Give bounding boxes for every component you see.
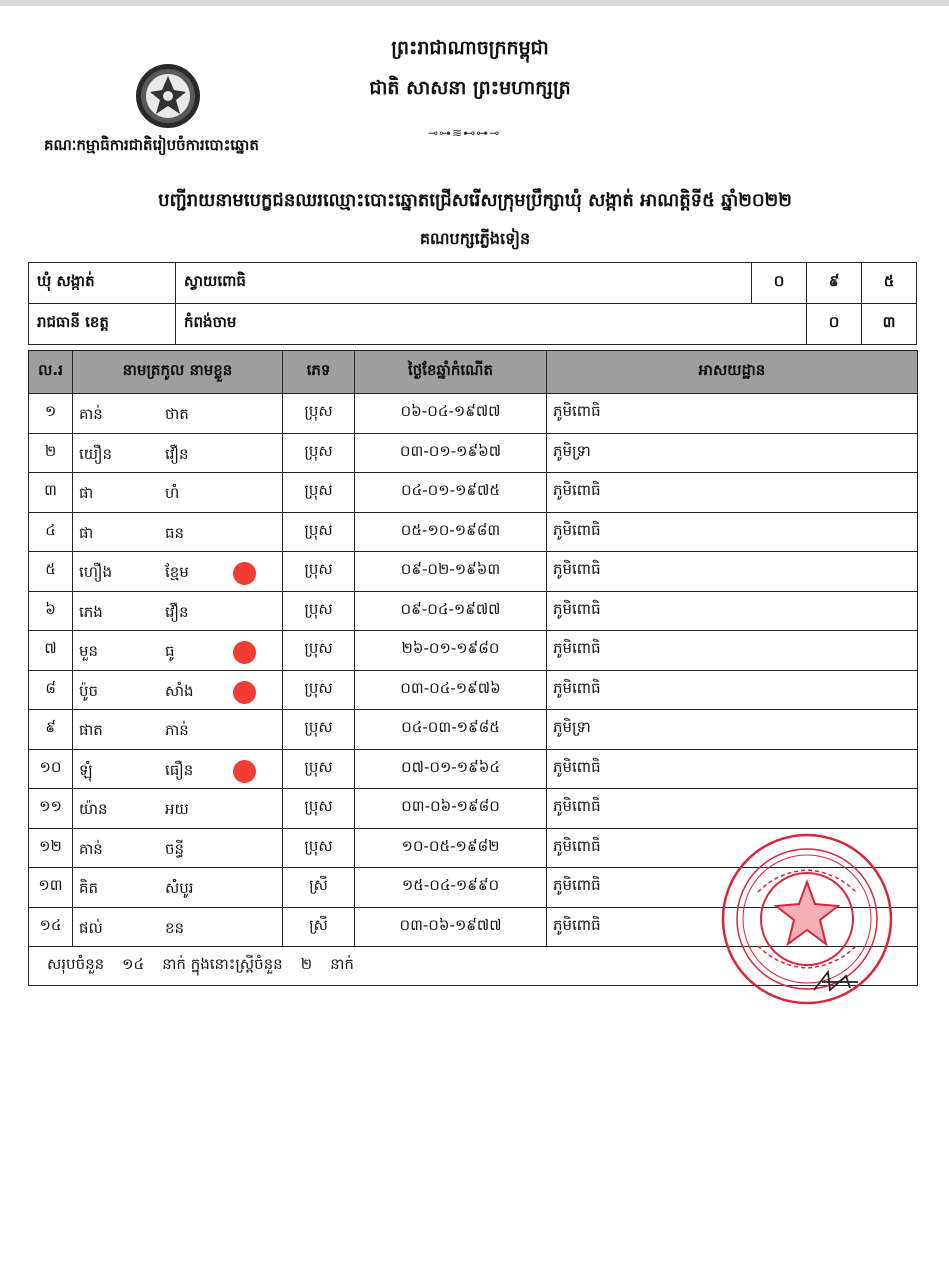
row-no: ៣ bbox=[29, 473, 73, 513]
row-surname: ឡុំ bbox=[79, 760, 93, 779]
row-no: ២ bbox=[29, 433, 73, 473]
unit-label: នាក់ bbox=[330, 955, 354, 973]
table-row bbox=[29, 710, 918, 750]
province-code-digit: ៣ bbox=[862, 304, 917, 345]
province-row bbox=[29, 304, 917, 345]
row-sex: ប្រុស bbox=[283, 710, 355, 750]
row-surname: ហឿង bbox=[79, 563, 113, 581]
row-surname: ប៉ូច bbox=[79, 681, 99, 700]
row-dob: ០៣-០១-១៩៦៧ bbox=[355, 433, 547, 473]
commune-label: ឃុំ សង្កាត់ bbox=[29, 263, 176, 304]
province-name: កំពង់ចាម bbox=[176, 304, 807, 345]
row-address: ភូមិពោធិ bbox=[547, 749, 918, 789]
row-surname: យ៉ាន bbox=[79, 800, 108, 818]
row-dob: ០៤-០៣-១៩៨៥ bbox=[355, 710, 547, 750]
row-given-name: ធឿន bbox=[165, 760, 194, 779]
commune-name: ស្វាយពោធិ bbox=[176, 263, 752, 304]
row-dob: ០៣-០៦-១៩៧៧ bbox=[355, 907, 547, 947]
row-surname: ផល់ bbox=[79, 918, 103, 937]
red-dot-marker bbox=[233, 562, 256, 585]
row-surname: គិត bbox=[79, 879, 99, 897]
table-header-row bbox=[29, 351, 918, 394]
row-name-cell bbox=[73, 710, 283, 750]
table-row bbox=[29, 394, 918, 434]
row-address: ភូមិពោធិ bbox=[547, 394, 918, 434]
commune-code-digit: ៥ bbox=[862, 263, 917, 304]
row-no: ១ bbox=[29, 394, 73, 434]
red-dot-marker bbox=[233, 681, 256, 704]
row-name-cell bbox=[73, 512, 283, 552]
row-name-cell bbox=[73, 552, 283, 592]
header-dob: ថ្ងៃខែឆ្នាំកំណើត bbox=[355, 351, 547, 394]
row-dob: ០៧-០១-១៩៦៤ bbox=[355, 749, 547, 789]
table-row bbox=[29, 789, 918, 829]
row-surname: ផា bbox=[79, 523, 94, 542]
people-label: នាក់ ក្នុងនោះស្ត្រីចំនួន bbox=[162, 955, 283, 973]
table-row bbox=[29, 591, 918, 631]
row-given-name: អយ bbox=[165, 800, 189, 818]
table-row bbox=[29, 512, 918, 552]
row-address: ភូមិពោធិ bbox=[547, 868, 918, 908]
row-name-cell bbox=[73, 394, 283, 434]
women-count: ២ bbox=[300, 955, 313, 973]
table-row bbox=[29, 552, 918, 592]
row-address: ភូមិពោធិ bbox=[547, 907, 918, 947]
row-no: ៦ bbox=[29, 591, 73, 631]
row-sex: ប្រុស bbox=[283, 789, 355, 829]
row-no: ១២ bbox=[29, 828, 73, 868]
row-given-name: វឿន bbox=[165, 444, 189, 463]
row-dob: ០៣-០៦-១៩៨០ bbox=[355, 789, 547, 829]
top-border-strip bbox=[0, 0, 949, 6]
row-no: ១៣ bbox=[29, 868, 73, 908]
row-no: ៨ bbox=[29, 670, 73, 710]
row-no: ១១ bbox=[29, 789, 73, 829]
row-given-name: ខ្មែម bbox=[165, 563, 189, 581]
row-name-cell bbox=[73, 631, 283, 671]
row-given-name: វឿន bbox=[165, 602, 189, 621]
row-sex: ប្រុស bbox=[283, 433, 355, 473]
row-no: ៤ bbox=[29, 512, 73, 552]
row-name-cell bbox=[73, 789, 283, 829]
header-address: អាសយដ្ឋាន bbox=[547, 351, 918, 394]
row-surname: ផា bbox=[79, 484, 94, 502]
row-address: ភូមិទ្រា bbox=[547, 710, 918, 750]
row-sex: ប្រុស bbox=[283, 473, 355, 513]
row-dob: ២៦-០១-១៩៨០ bbox=[355, 631, 547, 671]
table-row bbox=[29, 670, 918, 710]
row-dob: ១៥-០៤-១៩៩០ bbox=[355, 868, 547, 908]
row-name-cell bbox=[73, 433, 283, 473]
row-given-name: ថាត bbox=[165, 405, 189, 423]
row-surname: គាន់ bbox=[79, 405, 103, 423]
total-label: សរុបចំនួន bbox=[47, 955, 105, 973]
row-sex: ប្រុស bbox=[283, 631, 355, 671]
row-sex: ស្រី bbox=[283, 868, 355, 908]
row-address: ភូមិពោធិ bbox=[547, 631, 918, 671]
row-address: ភូមិពោធិ bbox=[547, 591, 918, 631]
commune-code-digit: ៩ bbox=[807, 263, 862, 304]
row-dob: ០៥-១០-១៩៨៣ bbox=[355, 512, 547, 552]
commune-row bbox=[29, 263, 917, 304]
row-given-name: សំបូរ bbox=[165, 879, 194, 897]
row-no: ១០ bbox=[29, 749, 73, 789]
row-sex: ប្រុស bbox=[283, 828, 355, 868]
red-dot-marker bbox=[233, 760, 256, 783]
header-name: នាមត្រកូល នាមខ្លួន bbox=[73, 351, 283, 394]
row-sex: ប្រុស bbox=[283, 591, 355, 631]
party-name: គណបក្សភ្លើងទៀន bbox=[419, 229, 531, 248]
table-row bbox=[29, 433, 918, 473]
row-sex: ប្រុស bbox=[283, 749, 355, 789]
committee-name: គណៈកម្មាធិការជាតិរៀបចំការបោះឆ្នោត bbox=[44, 136, 259, 154]
row-given-name: ភាន់ bbox=[165, 721, 189, 739]
header-sex: ភេទ bbox=[283, 351, 355, 394]
row-name-cell bbox=[73, 907, 283, 947]
header-no: ល.រ bbox=[29, 351, 73, 394]
total-count: ១៤ bbox=[122, 955, 145, 973]
row-surname: គាន់ bbox=[79, 839, 103, 858]
row-dob: ០៤-០១-១៩៧៥ bbox=[355, 473, 547, 513]
row-surname: យឿន bbox=[79, 444, 113, 463]
row-surname: ភេង bbox=[79, 602, 103, 621]
row-sex: ប្រុស bbox=[283, 552, 355, 592]
row-no: ១៤ bbox=[29, 907, 73, 947]
row-no: ៧ bbox=[29, 631, 73, 671]
row-dob: ០៩-០៤-១៩៧៧ bbox=[355, 591, 547, 631]
row-surname: ផាត bbox=[79, 721, 103, 739]
nec-logo-icon bbox=[134, 62, 202, 130]
national-motto: ជាតិ សាសនា ព្រះមហាក្សត្រ bbox=[369, 77, 571, 99]
kingdom-heading: ព្រះរាជាណាចក្រកម្ពុជា bbox=[391, 37, 549, 59]
row-sex: ប្រុស bbox=[283, 512, 355, 552]
row-name-cell bbox=[73, 670, 283, 710]
row-name-cell bbox=[73, 473, 283, 513]
row-address: ភូមិពោធិ bbox=[547, 473, 918, 513]
province-label: រាជធានី ខេត្ត bbox=[29, 304, 176, 345]
document-title: បញ្ជីរាយនាមបេក្ខជនឈរឈ្មោះបោះឆ្នោតជ្រើសរើសក្រុមប្រឹក្សាឃុំ សង្កាត់ អាណត្តិទី៥ ឆ្នាំ២០២២ bbox=[158, 190, 792, 211]
row-given-name: ហំ bbox=[165, 484, 180, 502]
row-sex: ស្រី bbox=[283, 907, 355, 947]
row-name-cell bbox=[73, 868, 283, 908]
row-address: ភូមិពោធិ bbox=[547, 512, 918, 552]
row-given-name: ធន bbox=[165, 523, 185, 542]
province-code-digit: ០ bbox=[807, 304, 862, 345]
row-sex: ប្រុស bbox=[283, 394, 355, 434]
official-seal-icon bbox=[718, 832, 896, 1006]
location-table bbox=[28, 262, 917, 345]
ornament-divider: ⊸⊶≋⊷⊶⊸ bbox=[428, 126, 501, 140]
table-row bbox=[29, 473, 918, 513]
row-address: ភូមិពោធិ bbox=[547, 828, 918, 868]
commune-code-digit: ០ bbox=[752, 263, 807, 304]
row-surname: មួន bbox=[79, 642, 99, 660]
row-address: ភូមិទ្រា bbox=[547, 433, 918, 473]
row-address: ភូមិពោធិ bbox=[547, 552, 918, 592]
row-dob: ០៦-០៤-១៩៧៧ bbox=[355, 394, 547, 434]
row-given-name: ចន្ធី bbox=[165, 839, 185, 858]
row-dob: ០៩-០២-១៩៦៣ bbox=[355, 552, 547, 592]
row-name-cell bbox=[73, 749, 283, 789]
table-row bbox=[29, 631, 918, 671]
row-name-cell bbox=[73, 591, 283, 631]
row-sex: ប្រុស bbox=[283, 670, 355, 710]
row-dob: ១០-០៥-១៩៨២ bbox=[355, 828, 547, 868]
red-dot-marker bbox=[233, 641, 256, 664]
row-given-name: ធូ bbox=[165, 642, 175, 660]
row-name-cell bbox=[73, 828, 283, 868]
row-dob: ០៣-០៤-១៩៧៦ bbox=[355, 670, 547, 710]
row-address: ភូមិពោធិ bbox=[547, 670, 918, 710]
row-address: ភូមិពោធិ bbox=[547, 789, 918, 829]
row-no: ៩ bbox=[29, 710, 73, 750]
table-row bbox=[29, 749, 918, 789]
row-no: ៥ bbox=[29, 552, 73, 592]
row-given-name: ខន bbox=[165, 918, 185, 937]
row-given-name: សាំង bbox=[165, 681, 194, 700]
